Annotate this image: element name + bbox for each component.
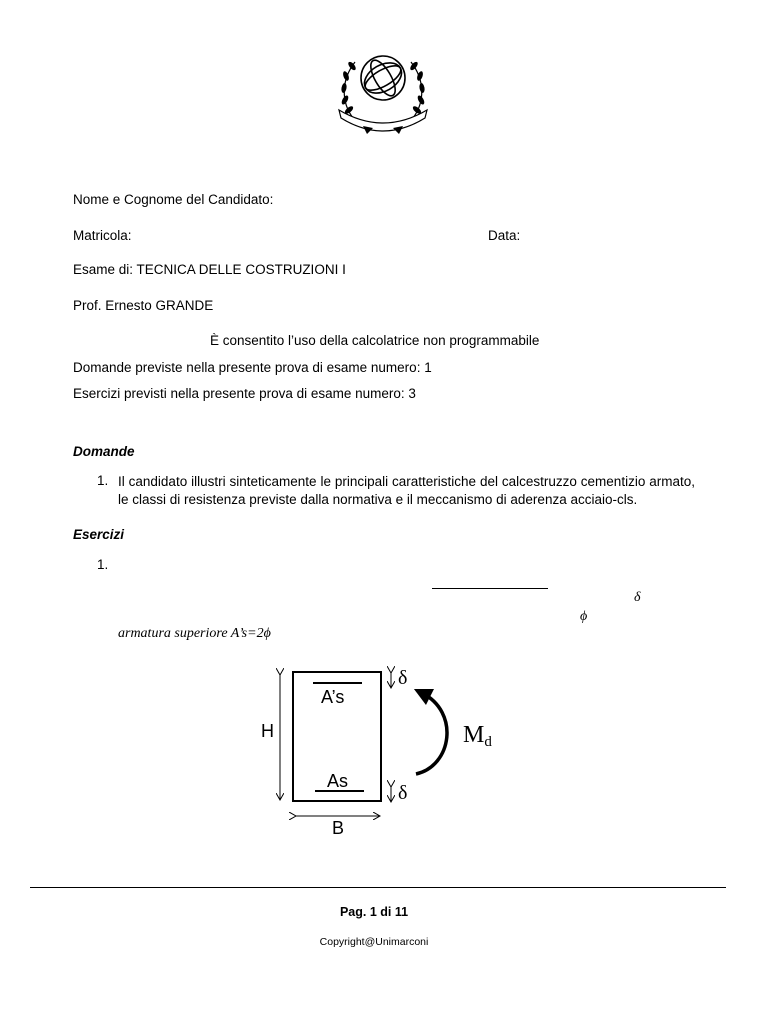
calculator-note: È consentito l’uso della calcolatrice non programmabile	[210, 333, 540, 348]
moment-subscript: d	[484, 734, 492, 750]
phi-symbol: ϕ	[580, 609, 588, 624]
footer-rule	[30, 887, 726, 888]
exercises-count: Esercizi previsti nella presente prova di esame numero: 3	[73, 386, 416, 401]
professor-name: Prof. Ernesto GRANDE	[73, 298, 214, 313]
height-label: H	[261, 721, 274, 741]
top-rebar-label: A’s	[321, 687, 345, 707]
width-label: B	[332, 818, 345, 838]
domande-heading: Domande	[73, 444, 135, 459]
exam-title: Esame di: TECNICA DELLE COSTRUZIONI I	[73, 262, 346, 277]
moment-main: M	[463, 722, 485, 748]
cover-bottom-label: δ	[398, 782, 408, 804]
university-seal-logo	[333, 40, 433, 140]
delta-symbol: δ	[634, 590, 641, 605]
candidate-name-label: Nome e Cognome del Candidato:	[73, 192, 274, 207]
underline-rule	[432, 588, 548, 589]
cross-section-figure	[250, 660, 520, 840]
exercise-number: 1.	[97, 557, 109, 572]
question-number: 1.	[97, 473, 109, 488]
page-number: Pag. 1 di 11	[339, 905, 409, 919]
cover-top-label: δ	[398, 667, 408, 689]
rebar-note: armatura superiore A’s=2ϕ	[118, 626, 271, 641]
question-text: Il candidato illustri sinteticamente le principali caratteristiche del calcestruzzo cementizio armato, le classi di resistenza previste dalla normativa e il meccanismo di aderenza acciaio-cls.	[118, 474, 695, 507]
matricola-label: Matricola:	[73, 228, 132, 243]
esercizi-heading: Esercizi	[73, 527, 125, 542]
questions-count: Domande previste nella presente prova di esame numero: 1	[73, 360, 432, 375]
moment-label	[463, 722, 492, 750]
bottom-rebar-label: As	[327, 771, 349, 791]
copyright: Copyright@Unimarconi	[319, 936, 429, 948]
moment-arrow	[416, 693, 447, 774]
date-label: Data:	[488, 228, 521, 243]
